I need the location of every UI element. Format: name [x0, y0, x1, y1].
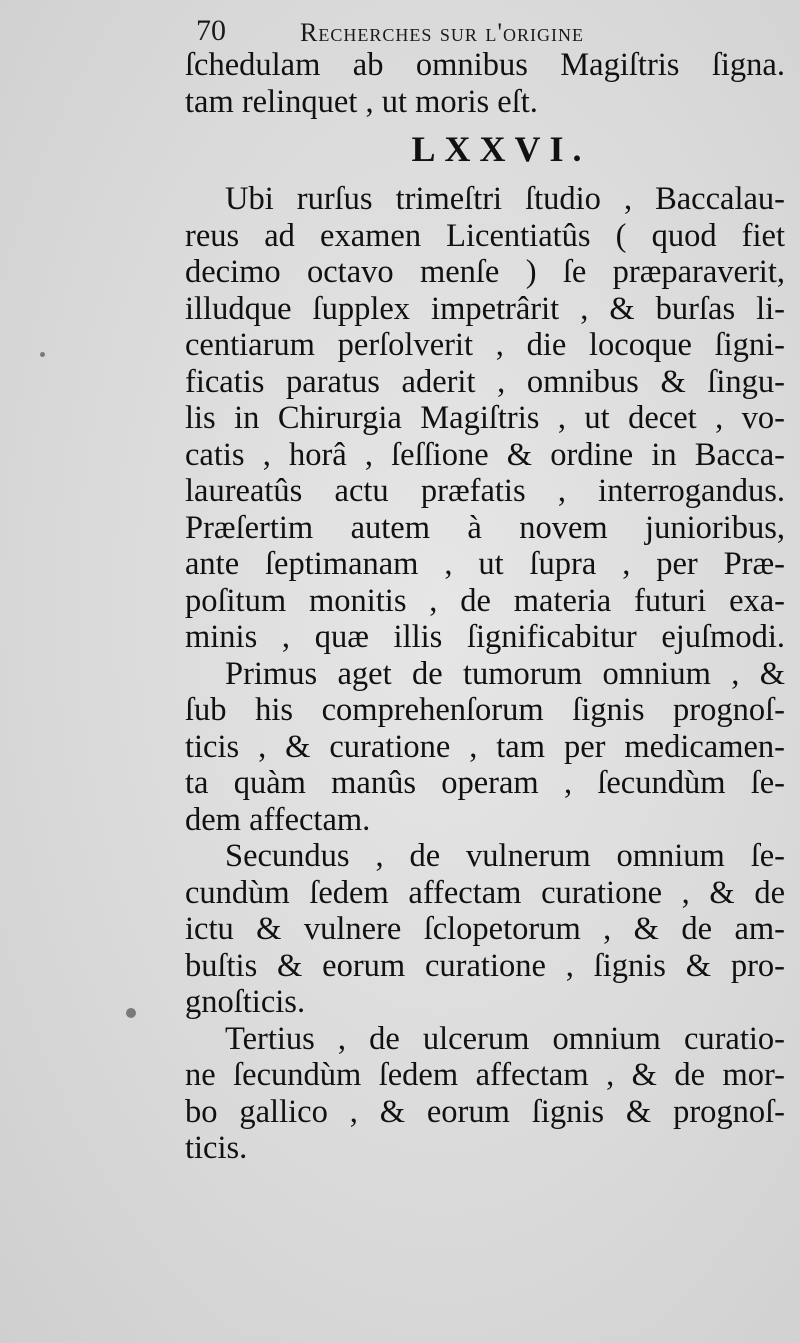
text-line: decimo octavo menſe ) ſe præparaverit,	[185, 254, 785, 290]
text-line: tam relinquet , ut moris eſt.	[185, 83, 538, 120]
page-header	[196, 14, 756, 48]
text-line: illudque ſupplex impetrârit , & burſas li-	[185, 290, 785, 327]
text-line: buſtis & eorum curatione , ſignis & pro-	[185, 947, 785, 984]
text-line: ſub his comprehenſorum ſignis prognoſ-	[185, 692, 785, 728]
text-line: catis , horâ , ſeſſione & ordine in Bacca-	[185, 436, 785, 473]
text-line: ante ſeptimanam , ut ſupra , per Præ-	[185, 546, 785, 582]
text-line: ſchedulam ab omnibus Magiſtris ſigna.	[185, 47, 785, 83]
text-line: bo gallico , & eorum ſignis & prognoſ-	[185, 1093, 785, 1130]
text-line: ta quàm manûs operam , ſecundùm ſe-	[185, 765, 785, 801]
text-line: ne ſecundùm ſedem affectam , & de mor-	[185, 1057, 785, 1093]
text-line: Ubi rurſus trimeſtri ſtudio , Baccalau-	[225, 181, 785, 217]
text-line: Secundus , de vulnerum omnium ſe-	[225, 838, 785, 874]
text-line: Tertius , de ulcerum omnium curatio-	[225, 1020, 785, 1057]
text-line: lis in Chirurgia Magiſtris , ut decet , vo-	[185, 400, 785, 436]
text-line: reus ad examen Licentiatûs ( quod fiet	[185, 217, 785, 254]
paragraph-3	[185, 838, 785, 1021]
text-line: Præſertim autem à novem junioribus,	[185, 509, 785, 546]
text-line: poſitum monitis , de materia futuri exa-	[185, 582, 785, 619]
body-text	[185, 47, 785, 1167]
text-line: ticis , & curatione , tam per medicamen-	[185, 728, 785, 765]
text-line: ficatis paratus aderit , omnibus & ſingu-	[185, 363, 785, 400]
text-line: centiarum perſolverit , die locoque ſigni-	[185, 327, 785, 363]
text-line: cundùm ſedem affectam curatione , & de	[185, 874, 785, 911]
running-head: Recherches sur l'origine	[300, 18, 585, 47]
text-line: ictu & vulnere ſclopetorum , & de am-	[185, 911, 785, 947]
paragraph-2	[185, 656, 785, 839]
page-number: 70	[196, 14, 226, 47]
ink-speck	[126, 1008, 136, 1018]
paragraph-4	[185, 1021, 785, 1167]
text-line: dem affectam.	[185, 801, 371, 838]
ink-speck	[40, 352, 45, 357]
text-line: ticis.	[185, 1130, 248, 1166]
text-line: laureatûs actu præfatis , interrogandus.	[185, 473, 785, 509]
text-line: gnoſticis.	[185, 984, 306, 1020]
paragraph-1	[185, 181, 785, 656]
section-heading: LXXVI.	[411, 129, 591, 169]
text-line: minis , quæ illis ſignificabitur ejuſmodi.	[185, 619, 785, 655]
text-line: Primus aget de tumorum omnium , &	[225, 655, 785, 692]
